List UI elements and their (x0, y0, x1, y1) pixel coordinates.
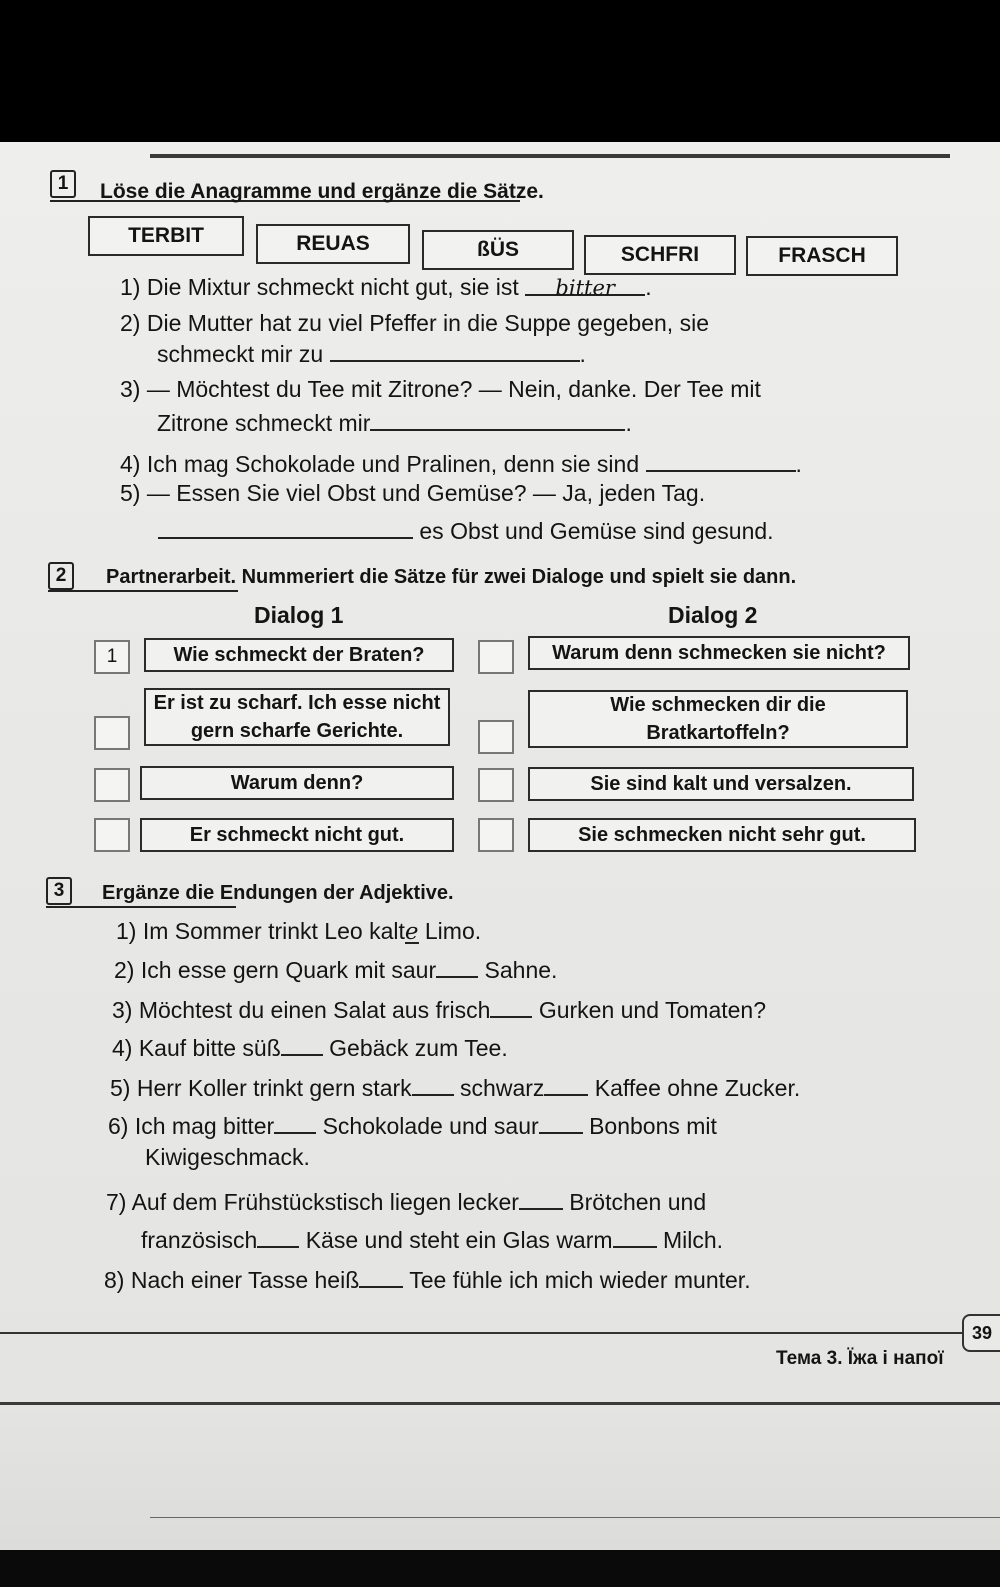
dialog-2-line: Wie schmecken dir die Bratkartoffeln? (528, 690, 908, 748)
dialog-2-number-box[interactable] (478, 720, 514, 754)
sentence-number: 7) (106, 1189, 127, 1215)
ex1-sentence-5a (120, 480, 705, 507)
dialog-1-number-box[interactable] (94, 818, 130, 852)
sentence-text: Möchtest du einen Salat aus frisch (138, 997, 491, 1023)
sentence-text: Die Mutter hat zu viel Pfeffer in die Suppe gegeben, sie (146, 310, 709, 336)
dialog-1-number-box[interactable] (94, 768, 130, 802)
sentence-text: Milch. (662, 1227, 723, 1253)
exercise-2-title: Partnerarbeit. Nummeriert die Sätze für zwei Dialoge und spielt sie dann. (106, 566, 797, 588)
dialog-1-line: Er ist zu scharf. Ich esse nicht gern scharfe Gerichte. (144, 688, 450, 746)
sentence-text: schwarz (460, 1075, 545, 1101)
anagram-word-3: ßÜS (422, 230, 574, 270)
sentence-number: 1) (120, 274, 141, 300)
ending-blank[interactable] (539, 1112, 583, 1134)
page-number: 39 (962, 1314, 1000, 1352)
sentence-number: 2) (114, 957, 135, 983)
ending-blank[interactable] (257, 1226, 299, 1248)
footer-rule (0, 1332, 965, 1334)
sentence-text: Ich mag bitter (134, 1113, 275, 1139)
sentence-text: Nach einer Tasse heiß (130, 1267, 360, 1293)
topic-footer: Тема 3. Їжа і напої (776, 1348, 944, 1369)
sentence-end: . (625, 410, 632, 436)
ex3-sentence-7 (106, 1188, 706, 1216)
ex3-sentence-3 (112, 996, 766, 1024)
ending-blank[interactable] (519, 1188, 563, 1210)
sentence-text: Brötchen und (569, 1189, 707, 1215)
sentence-text: Zitrone schmeckt mir (157, 410, 371, 436)
dialog-1-heading: Dialog 1 (254, 602, 344, 628)
page-edge-line (0, 1402, 1000, 1405)
ending-blank[interactable] (436, 956, 478, 978)
faint-line (150, 1517, 1000, 1518)
dialog-2-line: Sie sind kalt und versalzen. (528, 767, 914, 801)
dialog-1-number-box[interactable]: 1 (94, 640, 130, 674)
dialog-1-number-box[interactable] (94, 716, 130, 750)
sentence-end: . (645, 274, 652, 300)
sentence-text: Herr Koller trinkt gern stark (136, 1075, 412, 1101)
sentence-number: 5) (110, 1075, 131, 1101)
sentence-text: Limo. (424, 918, 482, 944)
sentence-text: schmeckt mir zu (157, 341, 324, 367)
sentence-text: französisch (141, 1227, 258, 1253)
ex3-sentence-7b (141, 1226, 723, 1254)
dialog-1-line: Wie schmeckt der Braten? (144, 638, 454, 672)
sentence-text: Schokolade und saur (322, 1113, 539, 1139)
ending-blank[interactable] (544, 1074, 588, 1096)
sentence-text: Käse und steht ein Glas warm (305, 1227, 613, 1253)
sentence-text: Kiwigeschmack. (145, 1144, 310, 1170)
answer-blank[interactable] (525, 274, 645, 300)
sentence-number: 3) (120, 376, 141, 402)
ex1-sentence-1 (120, 274, 652, 301)
sentence-text: Tee fühle ich mich wieder munter. (409, 1267, 751, 1293)
ex1-sentence-3b (157, 409, 632, 437)
sentence-number: 2) (120, 310, 141, 336)
ex1-sentence-2a (120, 310, 709, 337)
ex1-sentence-5b (158, 517, 774, 545)
sentence-text: Die Mixtur schmeckt nicht gut, sie ist (146, 274, 519, 300)
sentence-text: — Möchtest du Tee mit Zitrone? — Nein, danke. Der Tee mit (146, 376, 761, 402)
sentence-number: 5) (120, 480, 141, 506)
sentence-text: Sahne. (484, 957, 558, 983)
sentence-text: Gebäck zum Tee. (329, 1035, 508, 1061)
sentence-text: Ich esse gern Quark mit saur (140, 957, 437, 983)
sentence-end: . (579, 341, 586, 367)
handwritten-answer[interactable]: e (404, 919, 419, 945)
anagram-word-4: SCHFRI (584, 235, 736, 275)
sentence-text: Auf dem Frühstückstisch liegen lecker (131, 1189, 519, 1215)
sentence-text: Ich mag Schokolade und Pralinen, denn sie sind (146, 451, 640, 477)
dialog-2-line: Warum denn schmecken sie nicht? (528, 636, 910, 670)
dialog-1-line: Warum denn? (140, 766, 454, 800)
sentence-number: 4) (112, 1035, 133, 1061)
exercise-1-number: 1 (50, 170, 76, 198)
answer-blank[interactable] (330, 340, 580, 362)
ex3-sentence-5 (110, 1074, 800, 1102)
sentence-end: . (795, 451, 802, 477)
sentence-number: 6) (108, 1113, 129, 1139)
answer-blank[interactable] (646, 450, 796, 472)
dialog-2-number-box[interactable] (478, 640, 514, 674)
anagram-word-1: TERBIT (88, 216, 244, 256)
dialog-1-line: Er schmeckt nicht gut. (140, 818, 454, 852)
ending-blank[interactable] (412, 1074, 454, 1096)
answer-blank[interactable] (158, 517, 413, 539)
sentence-text: Im Sommer trinkt Leo kalt (142, 918, 405, 944)
anagram-word-5: FRASCH (746, 236, 898, 276)
ending-blank[interactable] (613, 1226, 657, 1248)
sentence-text: Gurken und Tomaten? (538, 997, 766, 1023)
dialog-2-number-box[interactable] (478, 818, 514, 852)
sentence-text: Kaffee ohne Zucker. (594, 1075, 801, 1101)
exercise-3-number: 3 (46, 877, 72, 905)
handwritten-answer: bitter (555, 276, 615, 300)
answer-blank[interactable] (370, 409, 625, 431)
sentence-text: Bonbons mit (589, 1113, 717, 1139)
ending-blank[interactable] (490, 996, 532, 1018)
sentence-text: Kauf bitte süß (138, 1035, 281, 1061)
dialog-2-heading: Dialog 2 (668, 602, 758, 628)
sentence-text: — Essen Sie viel Obst und Gemüse? — Ja, jeden Tag. (146, 480, 706, 506)
ex3-sentence-2 (114, 956, 557, 984)
anagram-word-2: REUAS (256, 224, 410, 264)
sentence-text: es Obst und Gemüse sind gesund. (419, 518, 774, 544)
ending-blank[interactable] (281, 1034, 323, 1056)
ex1-sentence-4 (120, 450, 802, 478)
exercise-1-title: Löse die Anagramme und ergänze die Sätze. (100, 180, 544, 203)
ex3-sentence-1 (116, 918, 481, 945)
exercise-3-title: Ergänze die Endungen der Adjektive. (102, 882, 454, 904)
exercise-3-underline (46, 906, 236, 908)
ending-blank[interactable] (359, 1266, 403, 1288)
sentence-number: 1) (116, 918, 137, 944)
ex1-sentence-3a (120, 376, 761, 403)
exercise-2-underline (48, 590, 238, 592)
dialog-2-number-box[interactable] (478, 768, 514, 802)
worksheet-page (0, 142, 1000, 1550)
ending-blank[interactable] (274, 1112, 316, 1134)
top-rule (150, 154, 950, 158)
page-bottom-margin (0, 1402, 1000, 1550)
sentence-number: 8) (104, 1267, 125, 1293)
sentence-number: 3) (112, 997, 133, 1023)
bottom-dark-edge (0, 1550, 1000, 1587)
ex3-sentence-8 (104, 1266, 751, 1294)
exercise-2-number: 2 (48, 562, 74, 590)
ex1-sentence-2b (157, 340, 586, 368)
ex3-sentence-6 (108, 1112, 717, 1140)
sentence-number: 4) (120, 451, 141, 477)
ex3-sentence-4 (112, 1034, 508, 1062)
ex3-sentence-6b (145, 1144, 310, 1171)
dialog-2-line: Sie schmecken nicht sehr gut. (528, 818, 916, 852)
